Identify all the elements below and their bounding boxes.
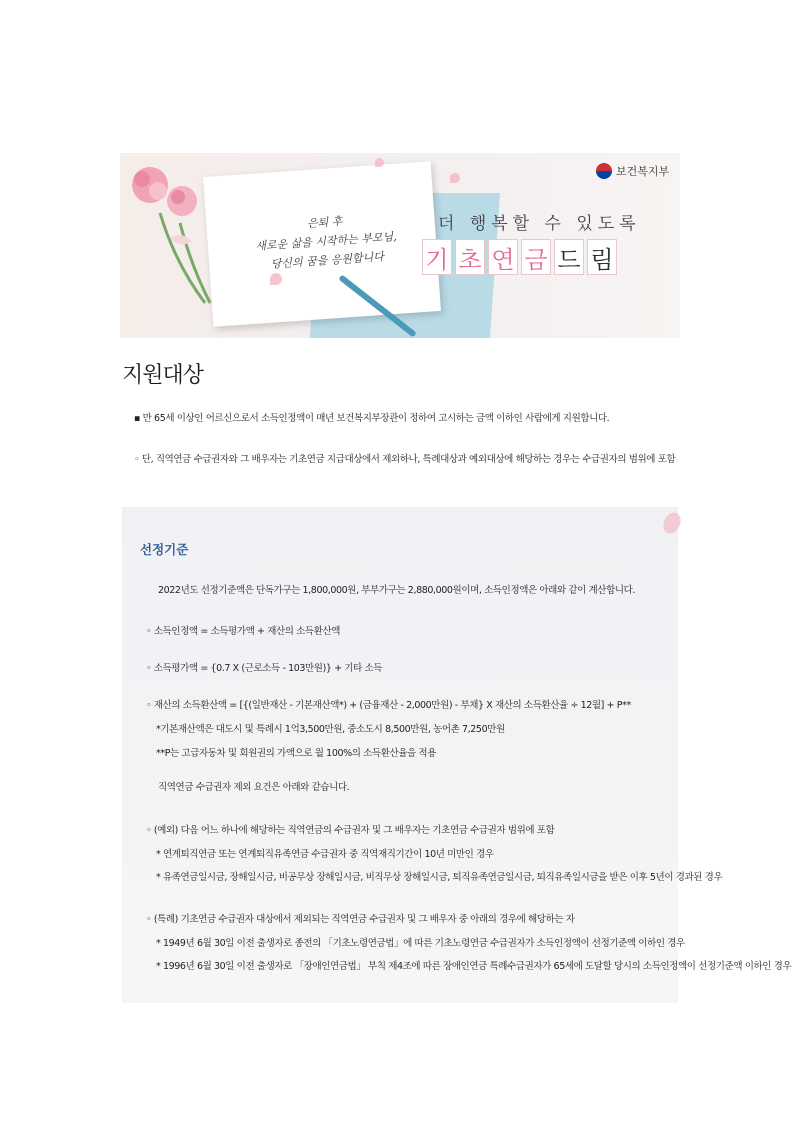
- exclusion-intro: 직역연금 수급권자 제외 요건은 아래와 같습니다.: [158, 782, 350, 793]
- title-char: 초: [455, 239, 485, 275]
- petal-icon: [450, 173, 460, 183]
- card-line-3: 당신의 꿈을 응원합니다: [270, 250, 385, 271]
- banner-slogan: 더 행복할 수 있도록: [438, 214, 641, 234]
- card-line-2: 새로운 삶을 시작하는 부모님,: [254, 230, 398, 253]
- formula-note-basic-property: *기본재산액은 대도시 및 특례시 1억3,500만원, 중소도시 8,500만원, 농어촌 7,250만원: [156, 724, 505, 735]
- section-title-support: 지원대상: [122, 363, 204, 388]
- ministry-logo: [596, 163, 669, 179]
- section-title-criteria: 선정기준: [140, 542, 189, 557]
- exception-title: ◦ (예외) 다음 어느 하나에 해당하는 직역연금의 수급권자 및 그 배우자는 기초연금 수급권자 범위에 포함: [146, 825, 555, 836]
- title-char: 드: [554, 239, 584, 275]
- support-note: ◦ 단, 직역연금 수급권자와 그 배우자는 기초연금 지급대상에서 제외하나, 특례대상과 예외대상에 해당하는 경우는 수급권자의 범위에 포함: [134, 454, 676, 465]
- petal-icon: [375, 158, 384, 167]
- exception-item: * 유족연금일시금, 장해일시금, 비공무상 장해일시금, 비직무상 장해일시금, 퇴직유족연금일시금, 퇴직유족일시금을 받은 이후 5년이 경과된 경우: [156, 872, 723, 883]
- title-char: 금: [521, 239, 551, 275]
- ministry-name: 보건복지부: [616, 165, 670, 178]
- special-item: * 1949년 6월 30일 이전 출생자로 종전의 「기초노령연금법」에 따른 기초노령연금 수급권자가 소득인정액이 선정기준액 이하인 경우: [156, 938, 685, 949]
- banner-title: [422, 239, 620, 275]
- title-char: 연: [488, 239, 518, 275]
- criteria-intro: 2022년도 선정기준액은 단독가구는 1,800,000원, 부부가구는 2,880,000원이며, 소득인정액은 아래와 같이 계산합니다.: [158, 585, 636, 596]
- formula-note-p: **P는 고급자동차 및 회원권의 가액으로 월 100%의 소득환산율을 적용: [156, 748, 436, 759]
- taeguk-emblem-icon: [596, 163, 612, 179]
- banner: [120, 153, 680, 338]
- special-title: ◦ (특례) 기초연금 수급권자 대상에서 제외되는 직역연금 수급권자 및 그 배우자 중 아래의 경우에 해당하는 자: [146, 914, 575, 925]
- formula-property-conversion: ◦ 재산의 소득환산액 = [{(일반재산 - 기본재산액*) + (금융재산 - 2,000만원) - 부채} X 재산의 소득환산율 ÷ 12월] + P**: [146, 700, 631, 711]
- card-line-1: 은퇴 후: [306, 214, 343, 231]
- formula-income-recognized: ◦ 소득인정액 = 소득평가액 + 재산의 소득환산액: [146, 626, 341, 637]
- formula-income-evaluation: ◦ 소득평가액 = {0.7 X (근로소득 - 103만원)} + 기타 소득: [146, 663, 383, 674]
- title-char: 림: [587, 239, 617, 275]
- exception-item: * 연계퇴직연금 또는 연계퇴직유족연금 수급권자 중 직역재직기간이 10년 미만인 경우: [156, 849, 494, 860]
- petal-icon: [270, 273, 282, 285]
- title-char: 기: [422, 239, 452, 275]
- support-bullet: ▪ 만 65세 이상인 어르신으로서 소득인정액이 매년 보건복지부장관이 정하여 고시하는 금액 이하인 사람에게 지원합니다.: [134, 413, 610, 424]
- special-item: * 1996년 6월 30일 이전 출생자로 「장애인연금법」 부칙 제4조에 따른 장애인연금 특례수급권자가 65세에 도달할 당시의 소득인정액이 선정기준액 이하인 경우: [156, 961, 792, 972]
